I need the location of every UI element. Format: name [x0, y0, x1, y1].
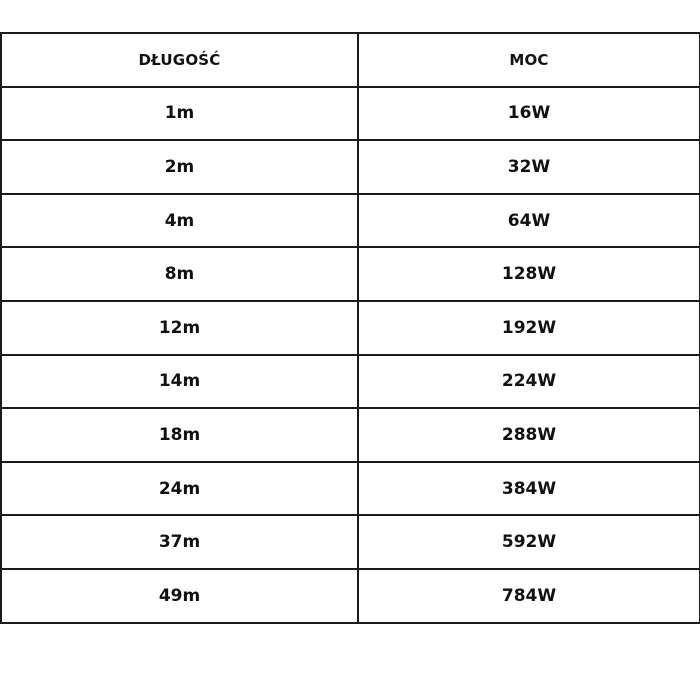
cell-power: 288W — [358, 408, 700, 462]
cell-length: 24m — [1, 462, 358, 516]
cell-power: 592W — [358, 515, 700, 569]
table-row — [1, 194, 700, 248]
table-row — [1, 355, 700, 409]
cell-length: 4m — [1, 194, 358, 248]
cell-length: 49m — [1, 569, 358, 623]
cell-length: 37m — [1, 515, 358, 569]
cell-length: 2m — [1, 140, 358, 194]
header-length: DŁUGOŚĆ — [1, 33, 358, 87]
cell-length: 18m — [1, 408, 358, 462]
header-power: MOC — [358, 33, 700, 87]
cell-length: 8m — [1, 247, 358, 301]
cell-power: 784W — [358, 569, 700, 623]
table-row — [1, 515, 700, 569]
length-power-table — [0, 32, 700, 624]
table-header-row — [1, 33, 700, 87]
table-row — [1, 569, 700, 623]
cell-length: 12m — [1, 301, 358, 355]
table-row — [1, 408, 700, 462]
table-row — [1, 87, 700, 141]
cell-power: 16W — [358, 87, 700, 141]
cell-length: 1m — [1, 87, 358, 141]
cell-power: 384W — [358, 462, 700, 516]
table-row — [1, 301, 700, 355]
cell-power: 192W — [358, 301, 700, 355]
table-row — [1, 462, 700, 516]
cell-power: 64W — [358, 194, 700, 248]
table-row — [1, 247, 700, 301]
cell-power: 32W — [358, 140, 700, 194]
cell-power: 224W — [358, 355, 700, 409]
table-row — [1, 140, 700, 194]
cell-power: 128W — [358, 247, 700, 301]
cell-length: 14m — [1, 355, 358, 409]
